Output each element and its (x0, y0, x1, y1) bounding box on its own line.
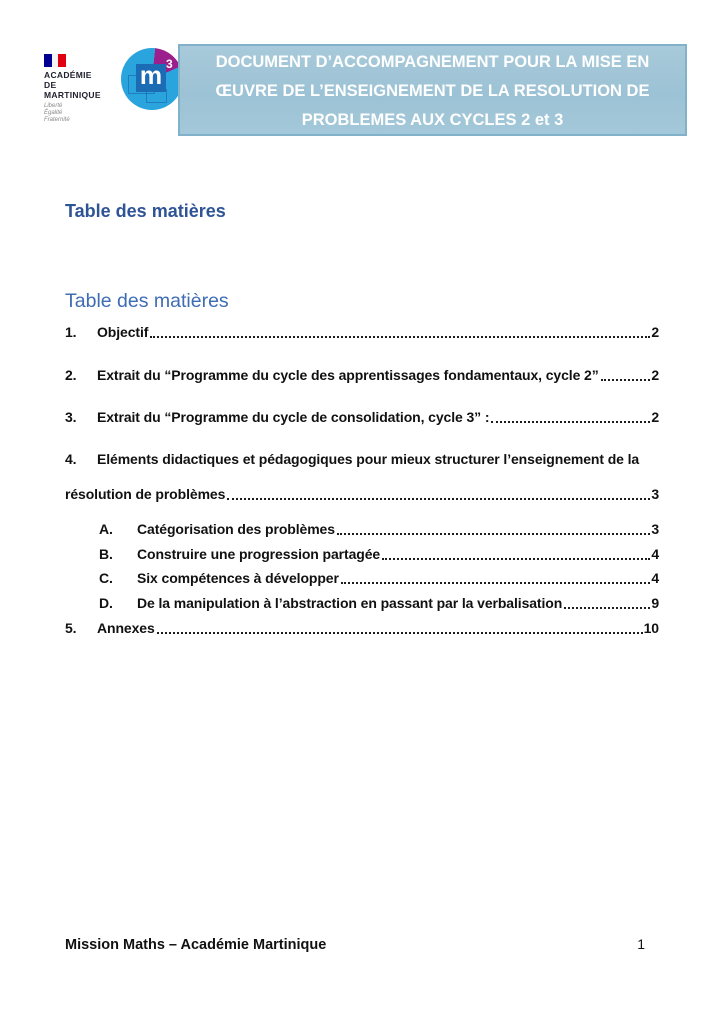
m3-exponent: 3 (166, 57, 173, 71)
toc-entry-page: 2 (651, 409, 659, 425)
toc-entry-letter: D. (99, 595, 113, 611)
footer-text: Mission Maths – Académie Martinique (65, 937, 327, 953)
toc-row-1-objectif[interactable] (65, 322, 659, 342)
toc-row-3-extrait-cycle3[interactable] (65, 407, 659, 427)
toc-entry-number: 2. (65, 367, 77, 383)
title-line-2: ŒUVRE DE L’ENSEIGNEMENT DE LA RESOLUTION DE (215, 82, 650, 100)
toc-entry-number: 4. (65, 451, 77, 467)
toc-leader-dots (157, 632, 643, 634)
toc-leader-dots (227, 498, 650, 500)
toc-leader-dots (491, 421, 650, 423)
toc-entry-page: 4 (651, 546, 659, 562)
toc-entry-letter: A. (99, 521, 113, 537)
toc-entry-page: 3 (651, 521, 659, 537)
title-line-1: DOCUMENT D’ACCOMPAGNEMENT POUR LA MISE EN (215, 53, 650, 71)
toc-leader-dots (337, 533, 650, 535)
toc-entry-label: Construire une progression partagée (137, 546, 381, 562)
toc-entry-label: Eléments didactiques et pédagogiques pour mieux structurer l’enseignement de la (97, 451, 640, 467)
toc-entry-letter: C. (99, 570, 113, 586)
toc-leader-dots (601, 379, 651, 381)
toc-row-5-annexes[interactable] (65, 618, 659, 638)
toc-entry-label: Catégorisation des problèmes (137, 521, 335, 537)
toc-leader-dots (150, 336, 650, 338)
table-of-contents (65, 322, 659, 638)
toc-subrow-c-competences[interactable] (65, 568, 659, 588)
toc-entry-page: 2 (651, 367, 659, 383)
toc-subrow-d-manipulation[interactable] (65, 593, 659, 613)
toc-entry-page: 9 (651, 595, 659, 611)
toc-entry-number: 5. (65, 620, 77, 636)
toc-entry-label: Extrait du “Programme du cycle de consolidation, cycle 3” : (97, 409, 490, 425)
toc-entry-label: Objectif (97, 324, 149, 340)
toc-entry-label: Extrait du “Programme du cycle des apprentissages fondamentaux, cycle 2” (97, 367, 599, 383)
toc-leader-dots (564, 607, 650, 609)
toc-entry-page: 2 (651, 324, 659, 340)
title-line-3: PROBLEMES AUX CYCLES 2 et 3 (301, 111, 564, 129)
toc-entry-number: 1. (65, 324, 77, 340)
motto-line1: Liberté (44, 103, 63, 109)
toc-leader-dots (341, 582, 650, 584)
french-flag-icon (44, 54, 66, 67)
toc-title: Table des matières (65, 290, 229, 312)
m3-letter: m (136, 64, 166, 92)
document-title-banner (178, 44, 687, 136)
page-title: Table des matières (65, 201, 226, 221)
academy-name-line2: DE MARTINIQUE (44, 80, 101, 100)
toc-entry-label: Annexes (97, 620, 155, 636)
m3-mission-maths-logo-icon (121, 48, 183, 110)
toc-entry-page: 10 (643, 620, 659, 636)
toc-entry-label: résolution de problèmes (65, 486, 226, 502)
toc-entry-label: De la manipulation à l’abstraction en passant par la verbalisation (137, 595, 563, 611)
toc-entry-label: Six compétences à développer (137, 570, 339, 586)
toc-leader-dots (382, 558, 650, 560)
footer-page-number: 1 (637, 936, 645, 952)
academy-name-line1: ACADÉMIE (44, 70, 92, 80)
toc-row-4-elements-line2[interactable] (65, 484, 659, 504)
toc-subrow-a-categorisation[interactable] (65, 519, 659, 539)
toc-row-4-elements-line1[interactable] (65, 449, 659, 469)
academy-logo (44, 54, 112, 124)
motto-line2: Égalité (44, 110, 63, 116)
motto-line3: Fraternité (44, 117, 70, 123)
toc-entry-number: 3. (65, 409, 77, 425)
toc-entry-letter: B. (99, 546, 113, 562)
toc-subrow-b-progression[interactable] (65, 544, 659, 564)
page-footer (65, 936, 659, 953)
toc-row-2-extrait-cycle2[interactable] (65, 365, 659, 385)
toc-entry-page: 4 (651, 570, 659, 586)
toc-entry-page: 3 (651, 486, 659, 502)
brand-block (44, 48, 183, 124)
